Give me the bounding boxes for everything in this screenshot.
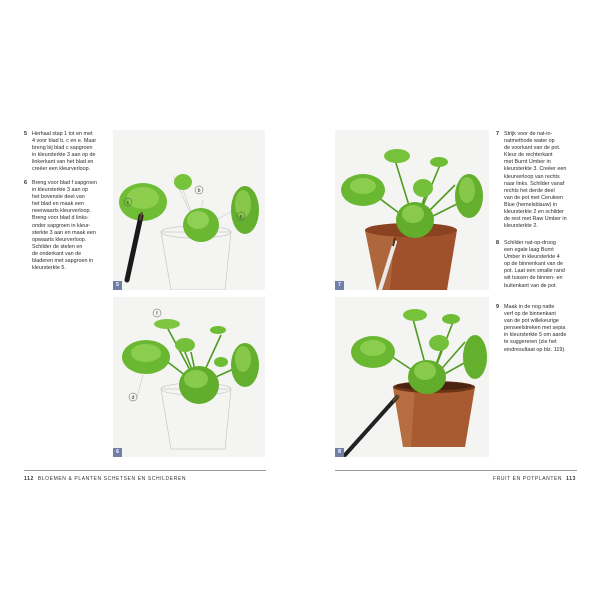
step-text: Schilder nat-op-droog een egale laag Burnt Umber in kleursterkte 4 op de binnenkant van de pot. Laat een smalle rand wit tussen de binnen- en buitenkant van de pot.	[504, 240, 565, 289]
painting-plant-pot-8	[335, 297, 489, 457]
photo-badge: 7	[335, 281, 344, 290]
page-number-right: 113	[566, 476, 576, 482]
footer-rule-left	[24, 470, 266, 471]
step-7	[496, 131, 580, 230]
step-number: 7	[496, 131, 499, 137]
step-5	[24, 131, 110, 174]
photo-step-5	[113, 130, 265, 290]
step-text: Strijk voor de nat-in- natmethode water op de voorkant van de pot. Kleur de rechterkant met Burnt Umber in kleursterkte 3. Creëer een kleurverloop van rechts naar links. Schilder vanaf rechts het derde deel van de pot met Ceruleen Blue (hemelsblauw) in kleursterkte 2 en schilder de rest met Raw Umber in kleursterkte 2.	[504, 131, 567, 230]
photo-step-8	[335, 297, 489, 457]
page-number-left: 112	[24, 476, 34, 482]
step-number: 6	[24, 180, 27, 186]
painting-sketch-6	[113, 297, 265, 457]
step-number: 8	[496, 240, 499, 246]
running-title-left: BLOEMEN & PLANTEN SCHETSEN EN SCHILDEREN	[37, 476, 187, 482]
photo-step-6	[113, 297, 265, 457]
painting-sketch-5	[113, 130, 265, 290]
footer-right	[493, 476, 576, 482]
photo-badge: 6	[113, 448, 122, 457]
step-6	[24, 180, 110, 272]
footer-left	[24, 476, 186, 482]
step-number: 9	[496, 304, 499, 310]
step-text: Herhaal stap 1 tot en met 4 voor blad b, c en e. Maar breng bij blad c sapgroen in kleursterkte 3 aan op de linkerkant van het blad en creëer een kleurverloop.	[32, 131, 97, 173]
step-8	[496, 240, 580, 290]
photo-badge: 8	[335, 448, 344, 457]
painting-plant-pot-7	[335, 130, 489, 290]
leaf-label-b: b	[197, 188, 201, 194]
running-title-right: FRUIT EN POTPLANTEN	[493, 476, 563, 482]
step-text: Breng voor blad f sapgroen in kleursterkte 3 aan op het bovenste deel van het blad en maak een neerwaarts kleurverloop. Breng voor blad d links- onder sapgroen in kleur- sterkte 3 aan en maak een opwaarts kleurverloop. Schilder de stelen en de onderkant van de bladeren met sapgroen in kleursterkte 5.	[32, 180, 98, 272]
leaf-label-c: c	[126, 200, 130, 206]
step-9	[496, 304, 580, 354]
leaf-label-f: f	[156, 311, 158, 317]
footer-rule-right	[335, 470, 577, 471]
step-number: 5	[24, 131, 27, 137]
photo-badge: 5	[113, 281, 122, 290]
leaf-label-e: e	[239, 214, 243, 220]
leaf-label-d: d	[131, 395, 135, 401]
photo-step-7	[335, 130, 489, 290]
step-text: Maak in de nog natte verf op de binnenkant van de pot willekeurige penseelstreken met sepia in kleursterkte 5 om aarde te suggereren (zie het eindresultaat op blz. 119).	[504, 304, 567, 353]
